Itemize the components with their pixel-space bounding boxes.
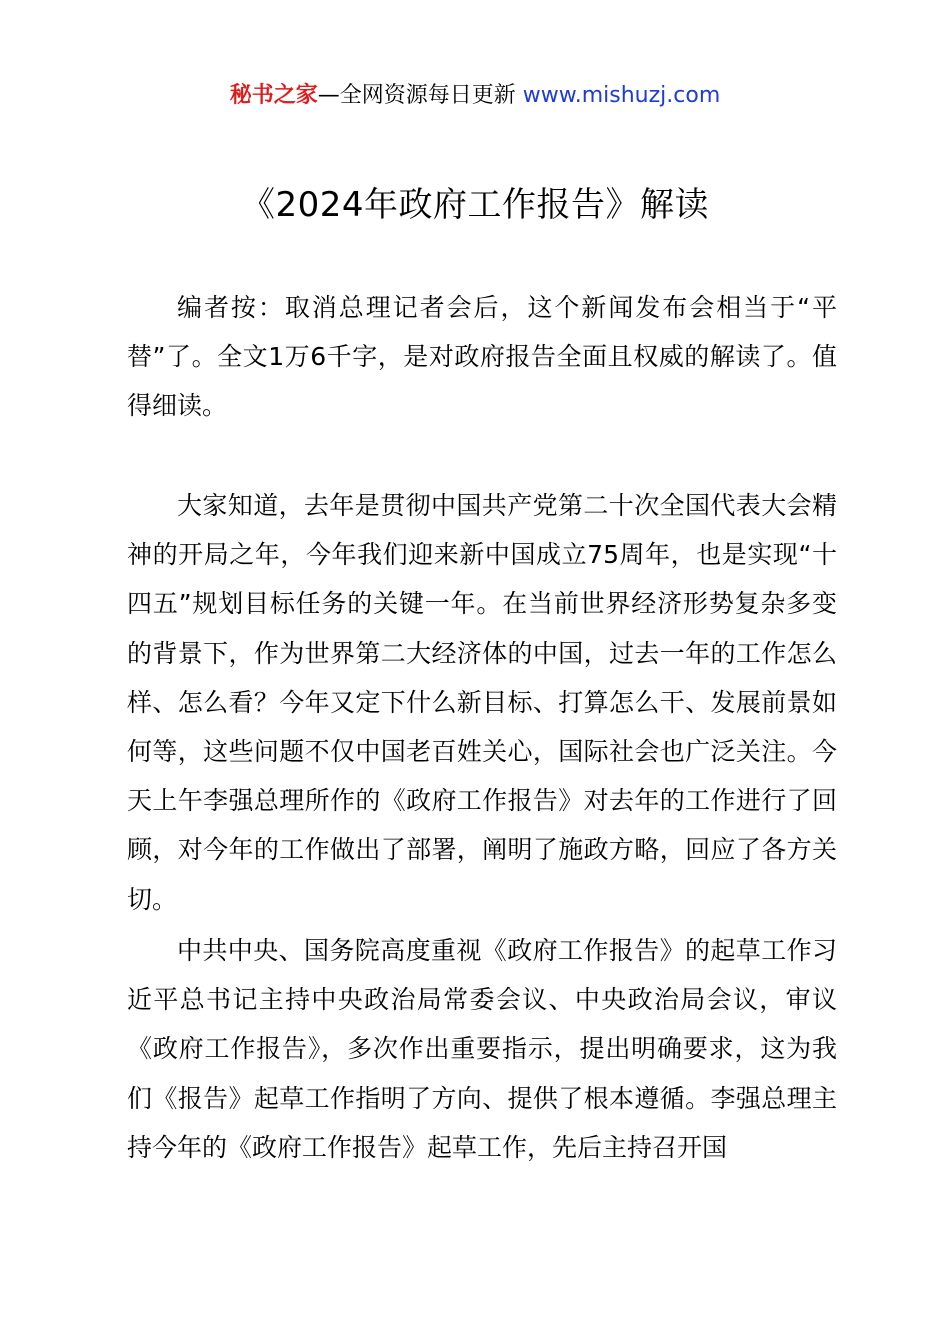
body-paragraph-1 xyxy=(127,481,837,924)
document-title: 《2024年政府工作报告》解读 xyxy=(240,185,710,225)
site-url-link[interactable]: www.mishuzj.com xyxy=(522,83,721,108)
editor-note xyxy=(127,283,837,431)
body-paragraph-2 xyxy=(127,926,837,1172)
site-header xyxy=(0,80,950,112)
editor-note-text: 编者按：取消总理记者会后，这个新闻发布会相当于“平替”了。全文1万6千字，是对政府报告全面且权威的解读了。值得细读。 xyxy=(127,293,837,421)
paragraph-text: 大家知道，去年是贯彻中国共产党第二十次全国代表大会精神的开局之年，今年我们迎来新中国成立75周年，也是实现“十四五”规划目标任务的关键一年。在当前世界经济形势复杂多变的背景下，作为世界第二大经济体的中国，过去一年的工作怎么样、怎么看？今年又定下什么新目标、打算怎么干、发展前景如何等，这些问题不仅中国老百姓关心，国际社会也广泛关注。今天上午李强总理所作的《政府工作报告》对去年的工作进行了回顾，对今年的工作做出了部署，阐明了施政方略，回应了各方关切。 xyxy=(127,491,837,914)
paragraph-text: 中共中央、国务院高度重视《政府工作报告》的起草工作习近平总书记主持中央政治局常委会议、中央政治局会议，审议《政府工作报告》，多次作出重要指示，提出明确要求，这为我们《报告》起草工作指明了方向、提供了根本遵循。李强总理主持今年的《政府工作报告》起草工作，先后主持召开国 xyxy=(127,936,837,1162)
header-tagline: —全网资源每日更新 xyxy=(317,83,523,108)
brand-name: 秘书之家 xyxy=(229,83,318,108)
